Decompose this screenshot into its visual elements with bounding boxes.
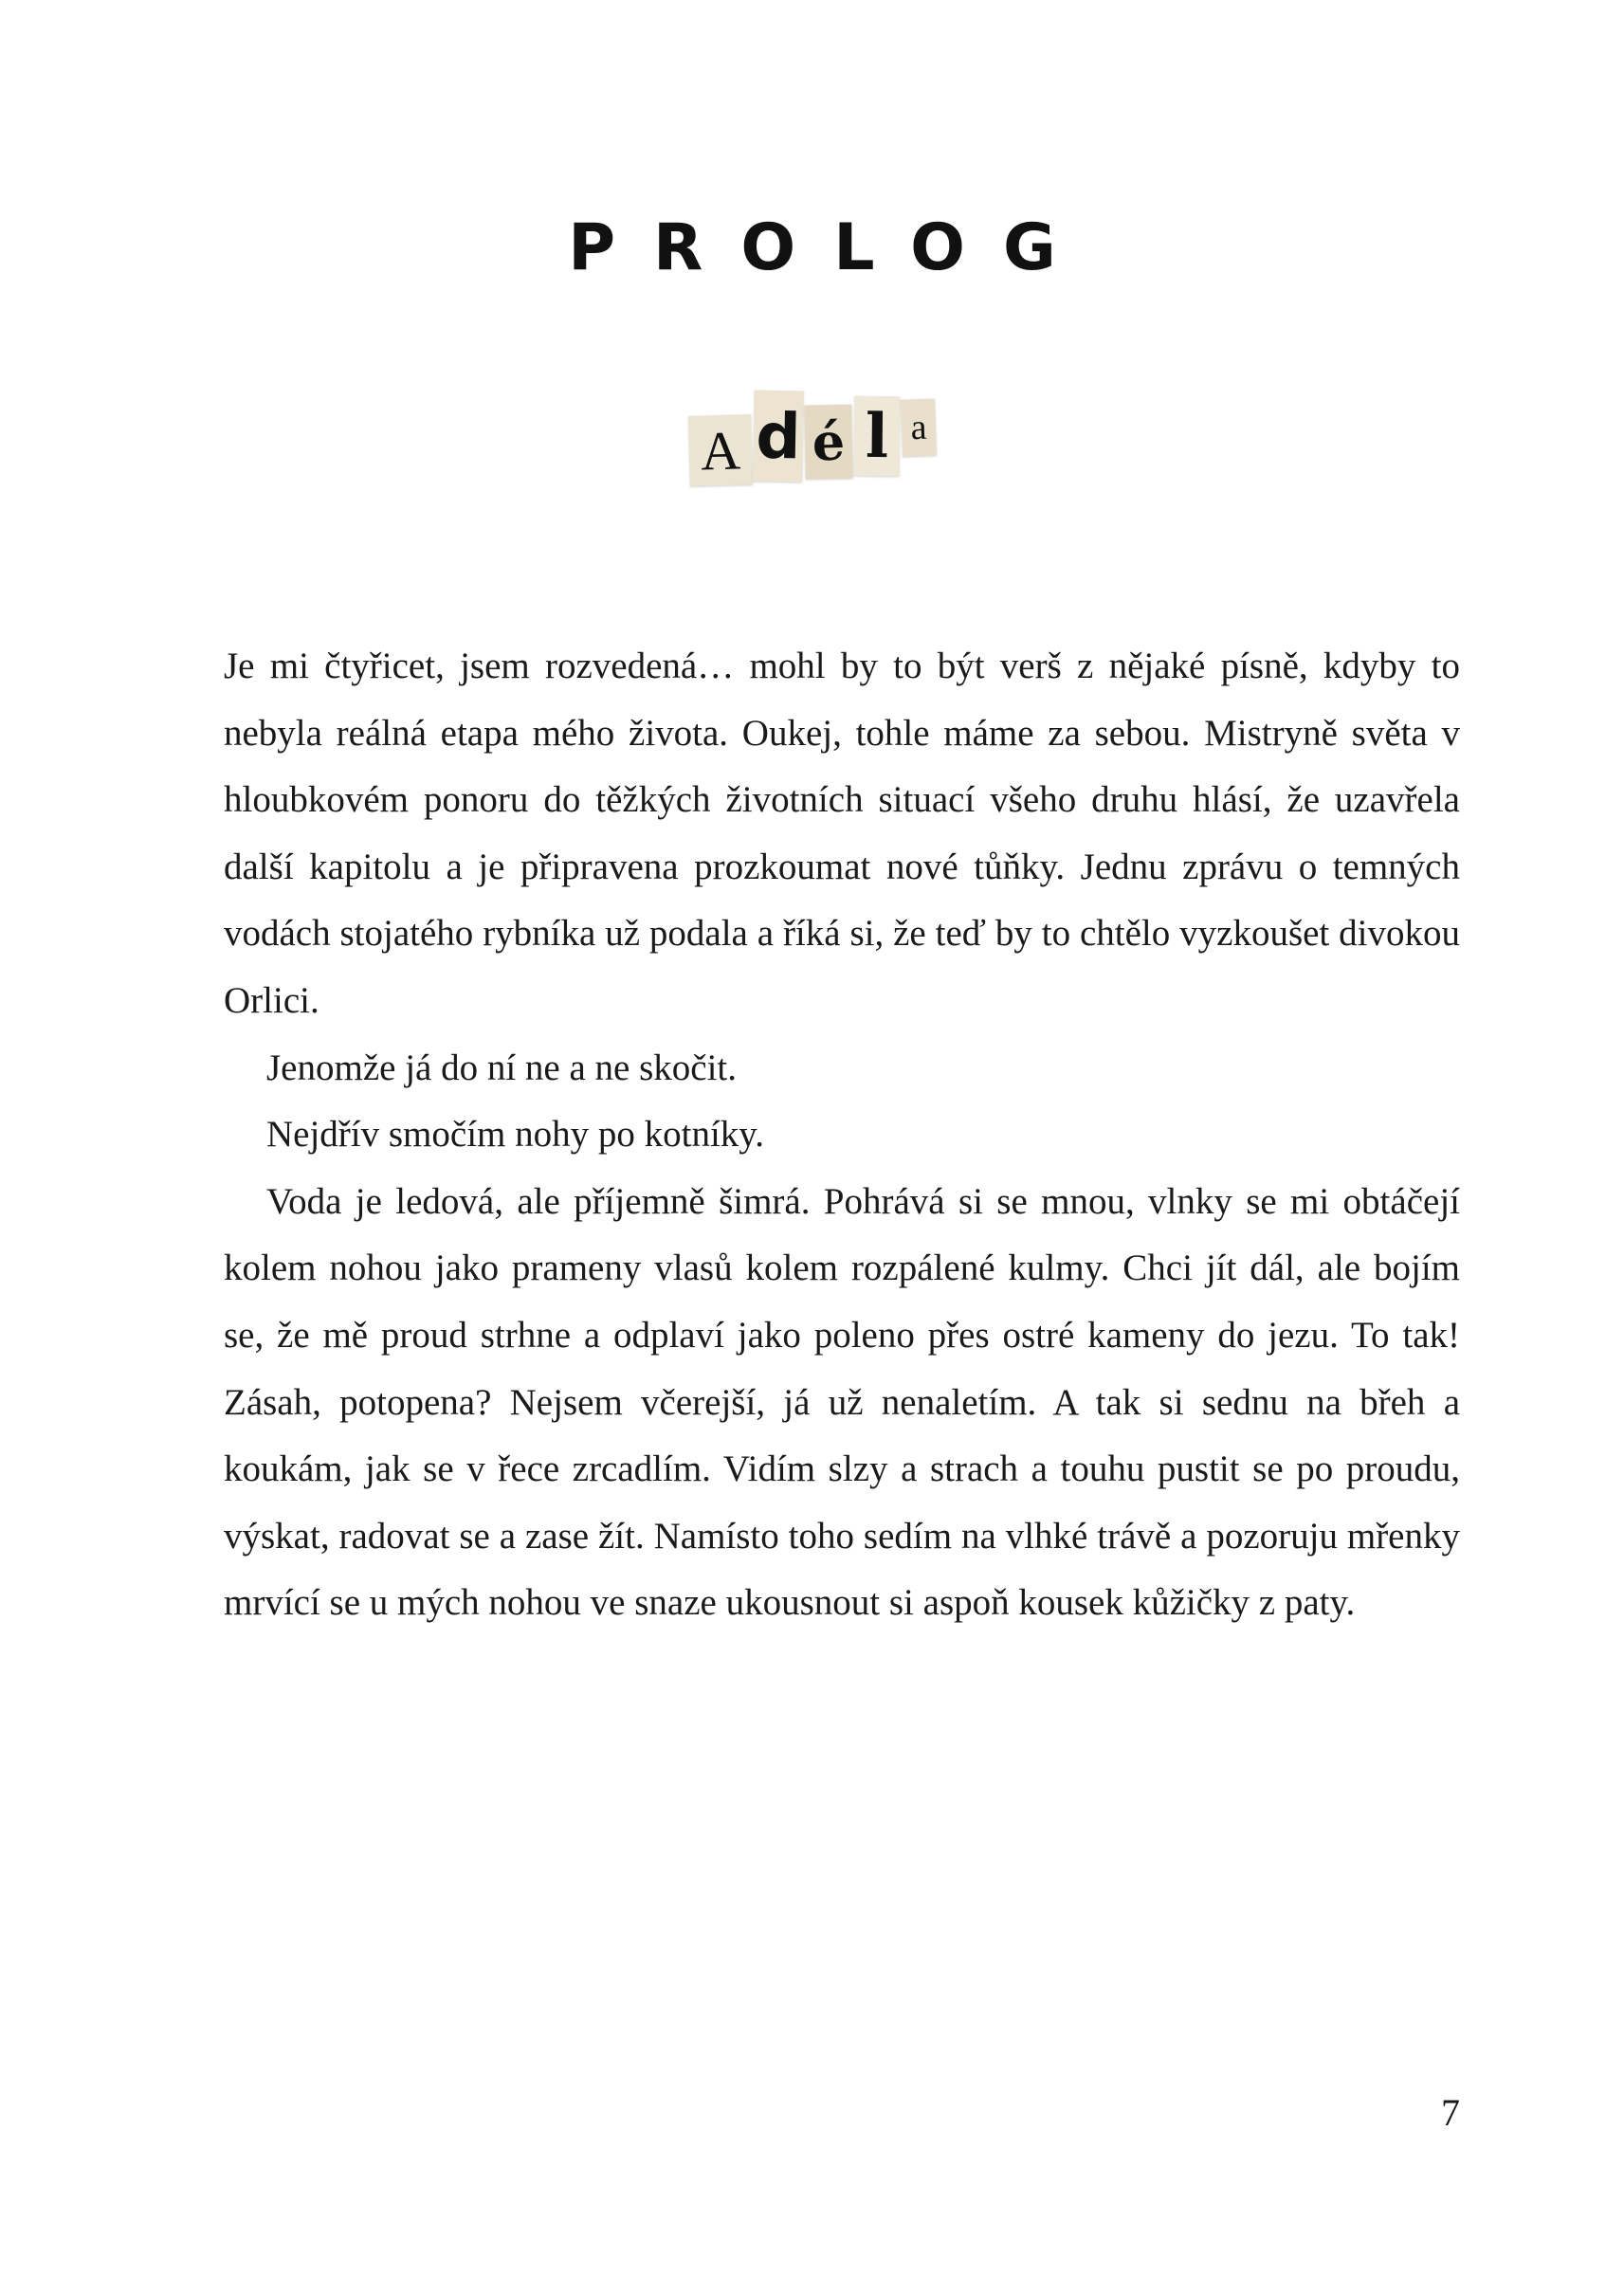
paragraph: Je mi čtyřicet, jsem rozvedená… mohl by to být verš z nějaké písně, kdyby to nebyla reálná etapa mého života. Oukej, tohle máme za sebou. Mistryně světa v hloubkovém ponoru do těžkých životních situací všeho druhu hlásí, že uzavřela další kapitolu a je připravena prozkoumat nové tůňky. Jednu zprávu o temných vodách stojatého rybníka už podala a říká si, že teď by to chtělo vyzkoušet divokou Orlici. [224, 646, 1460, 1021]
name-cutout-letter: é [804, 405, 852, 480]
page-number: 7 [1441, 2091, 1460, 2134]
paragraph: Voda je ledová, ale příjemně šimrá. Pohrává si se mnou, vlnky se mi obtáčejí kolem nohou jako prameny vlasů kolem rozpálené kulmy. Chci jít dál, ale bojím se, že mě proud strhne a odplaví jako poleno přes ostré kameny do jezu. To tak! Zásah, potopena? Nejsem včerejší, já už nenaletím. A tak si sednu na břeh a koukám, jak se v řece zrcadlím. Vidím slzy a strach a touhu pustit se po proudu, výskat, radovat se a zase žít. Namísto toho sedím na vlhké trávě a pozoruju mřenky mrvící se u mých nohou ve snaze ukousnout si aspoň kousek kůžičky z paty. [224, 1180, 1460, 1624]
name-cutout-letter: d [753, 391, 804, 483]
paragraph: Jenomže já do ní ne a ne skočit. [266, 1047, 738, 1088]
name-cutout-letter: l [853, 396, 900, 476]
chapter-name-cutout [0, 387, 1624, 485]
body-text [224, 633, 1460, 1637]
chapter-heading: PROLOG [568, 210, 1094, 285]
name-cutout-letter: A [688, 414, 753, 486]
paragraph: Nejdřív smočím nohy po kotníky. [266, 1114, 765, 1156]
name-cutout-letter: a [900, 398, 936, 456]
